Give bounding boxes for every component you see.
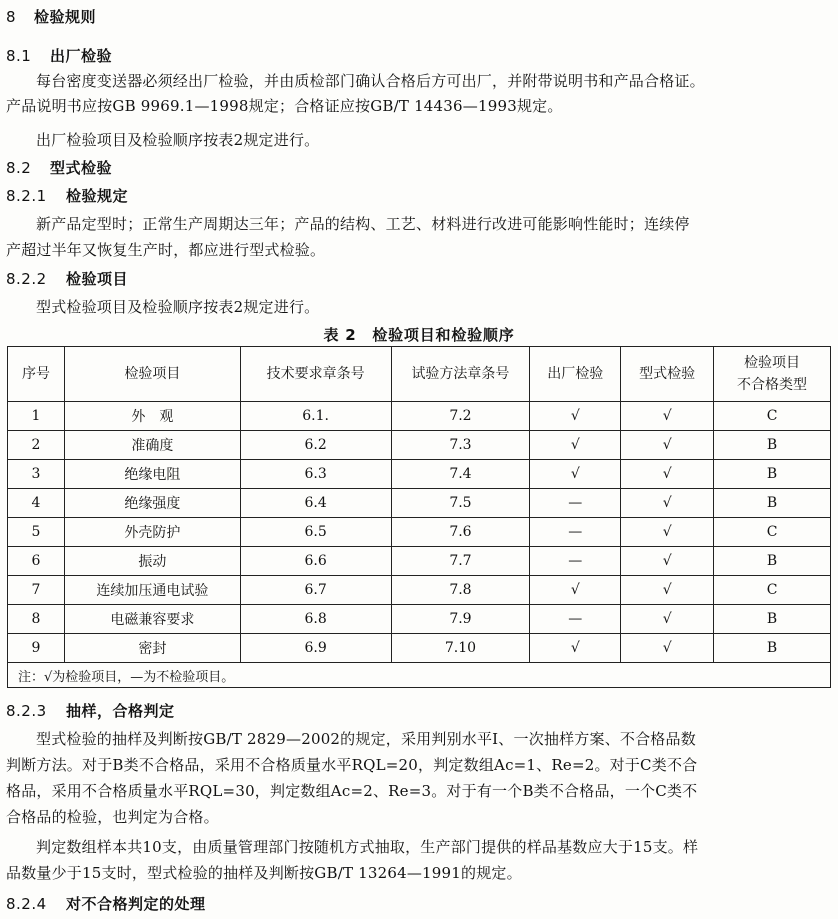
table-note: 注：√为检验项目，—为不检验项目。 <box>8 663 831 688</box>
cell-nonconformity-type: B <box>714 460 831 489</box>
cell-factory-inspection: √ <box>530 634 621 663</box>
cell-requirement-clause: 6.9 <box>240 634 391 663</box>
cell-type-inspection: √ <box>621 605 714 634</box>
table-caption: 表 2 检验项目和检验顺序 <box>323 326 515 344</box>
col-header-type-inspection: 型式检验 <box>621 347 714 402</box>
section-8-2-2-heading <box>6 268 128 289</box>
section-8-2-heading <box>6 157 112 178</box>
table-row <box>8 460 831 489</box>
cell-factory-inspection: √ <box>530 431 621 460</box>
cell-test-method-clause: 7.10 <box>391 634 530 663</box>
cell-item: 外 观 <box>64 402 240 431</box>
cell-nonconformity-type: C <box>714 518 831 547</box>
paragraph-line: 判定数组样本共10支，由质量管理部门按随机方式抽取，生产部门提供的样品基数应大于15支。样 <box>36 838 699 856</box>
paragraph-line: 合格品的检验，也判定为合格。 <box>6 808 219 826</box>
cell-type-inspection: √ <box>621 518 714 547</box>
cell-item: 密封 <box>64 634 240 663</box>
cell-factory-inspection: — <box>530 489 621 518</box>
table-row <box>8 605 831 634</box>
cell-item: 外壳防护 <box>64 518 240 547</box>
table-note-row <box>8 663 831 688</box>
cell-requirement-clause: 6.3 <box>240 460 391 489</box>
table-header-row <box>8 347 831 402</box>
section-8-2-4-heading <box>6 893 206 914</box>
col-header-factory-inspection: 出厂检验 <box>530 347 621 402</box>
header-line: 不合格类型 <box>737 377 808 393</box>
section-number: 8 <box>6 8 17 26</box>
col-header-requirement-clause: 技术要求章条号 <box>240 347 391 402</box>
cell-no: 1 <box>8 402 65 431</box>
cell-no: 9 <box>8 634 65 663</box>
col-header-no: 序号 <box>8 347 65 402</box>
section-number: 8.2.1 <box>6 187 47 205</box>
section-number: 8.2 <box>6 159 32 177</box>
table-row <box>8 634 831 663</box>
cell-requirement-clause: 6.1. <box>240 402 391 431</box>
cell-test-method-clause: 7.3 <box>391 431 530 460</box>
col-header-item: 检验项目 <box>64 347 240 402</box>
cell-type-inspection: √ <box>621 576 714 605</box>
cell-type-inspection: √ <box>621 460 714 489</box>
paragraph-line: 格品，采用不合格质量水平RQL=30，判定数组Ac=2、Re=3。对于有一个B类不合格品，一个C类不 <box>6 782 698 800</box>
cell-requirement-clause: 6.6 <box>240 547 391 576</box>
cell-factory-inspection: √ <box>530 402 621 431</box>
paragraph-line: 产超过半年又恢复生产时，都应进行型式检验。 <box>6 241 326 259</box>
cell-item: 绝缘电阻 <box>64 460 240 489</box>
section-title: 出厂检验 <box>50 47 113 65</box>
cell-type-inspection: √ <box>621 547 714 576</box>
table-row <box>8 547 831 576</box>
cell-item: 准确度 <box>64 431 240 460</box>
cell-nonconformity-type: B <box>714 605 831 634</box>
section-number: 8.2.4 <box>6 895 47 913</box>
cell-nonconformity-type: B <box>714 547 831 576</box>
cell-nonconformity-type: B <box>714 431 831 460</box>
cell-type-inspection: √ <box>621 489 714 518</box>
section-title: 对不合格判定的处理 <box>66 895 206 913</box>
col-header-nonconformity-type <box>714 347 831 402</box>
paragraph-line: 出厂检验项目及检验顺序按表2规定进行。 <box>36 131 320 149</box>
cell-type-inspection: √ <box>621 402 714 431</box>
section-8-2-1-heading <box>6 185 128 206</box>
cell-factory-inspection: — <box>530 547 621 576</box>
table-row <box>8 431 831 460</box>
cell-type-inspection: √ <box>621 634 714 663</box>
cell-nonconformity-type: C <box>714 402 831 431</box>
paragraph-line: 产品说明书应按GB 9969.1—1998规定；合格证应按GB/T 14436—1993规定。 <box>6 97 563 115</box>
paragraph-line: 每台密度变送器必须经出厂检验，并由质检部门确认合格后方可出厂，并附带说明书和产品合格证。 <box>36 72 705 90</box>
section-title: 抽样，合格判定 <box>66 702 175 720</box>
table-row <box>8 518 831 547</box>
cell-test-method-clause: 7.7 <box>391 547 530 576</box>
section-number: 8.1 <box>6 47 32 65</box>
section-title: 检验规定 <box>66 187 129 205</box>
col-header-test-method-clause: 试验方法章条号 <box>391 347 530 402</box>
cell-requirement-clause: 6.5 <box>240 518 391 547</box>
cell-nonconformity-type: B <box>714 634 831 663</box>
cell-factory-inspection: √ <box>530 576 621 605</box>
cell-type-inspection: √ <box>621 431 714 460</box>
cell-test-method-clause: 7.9 <box>391 605 530 634</box>
cell-no: 3 <box>8 460 65 489</box>
cell-requirement-clause: 6.4 <box>240 489 391 518</box>
section-number: 8.2.2 <box>6 270 47 288</box>
cell-requirement-clause: 6.2 <box>240 431 391 460</box>
table-row <box>8 576 831 605</box>
table-row <box>8 489 831 518</box>
cell-test-method-clause: 7.5 <box>391 489 530 518</box>
cell-item: 电磁兼容要求 <box>64 605 240 634</box>
table-body <box>8 402 831 663</box>
cell-requirement-clause: 6.7 <box>240 576 391 605</box>
section-title: 型式检验 <box>50 159 113 177</box>
cell-nonconformity-type: B <box>714 489 831 518</box>
header-line: 检验项目 <box>744 355 801 371</box>
cell-no: 6 <box>8 547 65 576</box>
section-title: 检验项目 <box>66 270 129 288</box>
cell-factory-inspection: — <box>530 518 621 547</box>
cell-no: 8 <box>8 605 65 634</box>
cell-test-method-clause: 7.8 <box>391 576 530 605</box>
table-row <box>8 402 831 431</box>
section-8-1-heading <box>6 45 112 66</box>
section-title: 检验规则 <box>34 8 97 26</box>
cell-item: 连续加压通电试验 <box>64 576 240 605</box>
paragraph-line: 型式检验的抽样及判断按GB/T 2829—2002的规定，采用判别水平Ⅰ、一次抽样方案、不合格品数 <box>36 730 696 748</box>
cell-requirement-clause: 6.8 <box>240 605 391 634</box>
cell-no: 2 <box>8 431 65 460</box>
cell-no: 7 <box>8 576 65 605</box>
paragraph-line: 型式检验项目及检验顺序按表2规定进行。 <box>36 298 320 316</box>
cell-no: 5 <box>8 518 65 547</box>
section-number: 8.2.3 <box>6 702 47 720</box>
cell-factory-inspection: — <box>530 605 621 634</box>
cell-test-method-clause: 7.4 <box>391 460 530 489</box>
section-8-heading <box>6 6 96 27</box>
cell-nonconformity-type: C <box>714 576 831 605</box>
inspection-table <box>7 346 831 688</box>
cell-item: 绝缘强度 <box>64 489 240 518</box>
paragraph-line: 新产品定型时；正常生产周期达三年；产品的结构、工艺、材料进行改进可能影响性能时；连续停 <box>36 215 690 233</box>
cell-test-method-clause: 7.2 <box>391 402 530 431</box>
cell-item: 振动 <box>64 547 240 576</box>
paragraph-line: 判断方法。对于B类不合格品，采用不合格质量水平RQL=20，判定数组Ac=1、Re=2。对于C类不合 <box>6 756 698 774</box>
section-8-2-3-heading <box>6 700 175 721</box>
cell-factory-inspection: √ <box>530 460 621 489</box>
cell-no: 4 <box>8 489 65 518</box>
paragraph-line: 品数量少于15支时，型式检验的抽样及判断按GB/T 13264—1991的规定。 <box>6 864 522 882</box>
cell-test-method-clause: 7.6 <box>391 518 530 547</box>
